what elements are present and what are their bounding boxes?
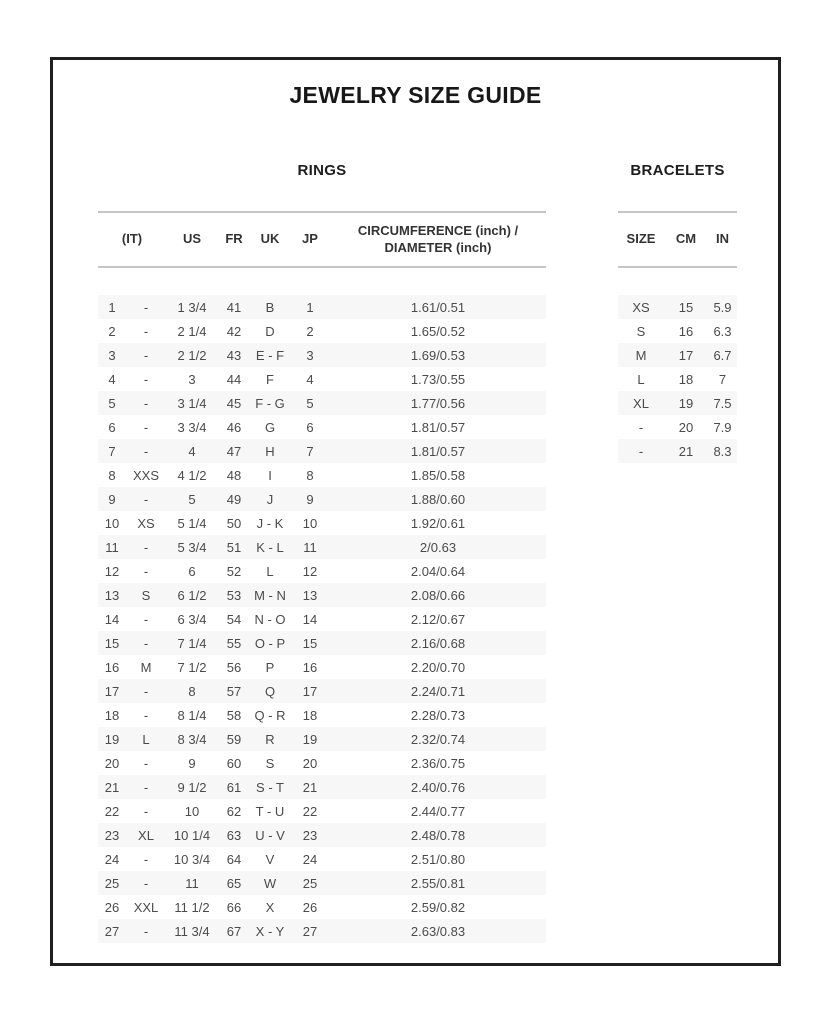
- rings-row: [98, 391, 546, 415]
- rings-cell: 9 1/2: [177, 779, 207, 795]
- rings-cell: 1: [108, 299, 116, 315]
- bracelets-cell: 18: [678, 371, 694, 387]
- rings-cell: 2: [306, 323, 314, 339]
- rings-cell: -: [143, 779, 149, 795]
- rings-header-table: [98, 211, 546, 268]
- rings-cell: 60: [226, 755, 242, 771]
- rings-cell: 2.12/0.67: [410, 611, 466, 627]
- rings-cell: XL: [138, 827, 154, 843]
- rings-cell: -: [143, 611, 149, 627]
- rings-row: [98, 583, 546, 607]
- rings-row: [98, 775, 546, 799]
- rings-cell: 9: [108, 491, 116, 507]
- bracelets-cell: 15: [678, 299, 694, 315]
- bracelets-cell: 5.9: [713, 299, 732, 315]
- rings-cell: 11 1/2: [174, 899, 210, 915]
- rings-cell: 24: [302, 851, 318, 867]
- rings-col-us: US: [182, 231, 202, 247]
- bracelets-cell: L: [637, 371, 645, 387]
- rings-cell: -: [143, 299, 149, 315]
- rings-row: [98, 847, 546, 871]
- rings-col-circumference: CIRCUMFERENCE (inch) / DIAMETER (inch): [357, 223, 519, 255]
- rings-cell: T - U: [255, 803, 285, 819]
- rings-row: [98, 535, 546, 559]
- rings-row: [98, 727, 546, 751]
- rings-cell: -: [143, 875, 149, 891]
- rings-cell: -: [143, 635, 149, 651]
- rings-col-fr: FR: [225, 231, 243, 247]
- rings-col-uk: UK: [260, 231, 280, 247]
- rings-cell: X: [265, 899, 275, 915]
- rings-cell: -: [143, 395, 149, 411]
- rings-cell: 58: [226, 707, 242, 723]
- rings-cell: 2.28/0.73: [410, 707, 466, 723]
- rings-cell: 50: [226, 515, 242, 531]
- rings-cell: 1.88/0.60: [410, 491, 466, 507]
- rings-row: [98, 295, 546, 319]
- bracelets-row: [618, 319, 737, 343]
- rings-cell: 64: [226, 851, 242, 867]
- rings-cell: 8: [108, 467, 116, 483]
- rings-cell: 7: [108, 443, 116, 459]
- rings-cell: 2.04/0.64: [410, 563, 466, 579]
- rings-cell: 11: [105, 539, 119, 555]
- rings-cell: 14: [104, 611, 120, 627]
- rings-cell: 6 3/4: [177, 611, 207, 627]
- bracelets-row: [618, 439, 737, 463]
- rings-cell: -: [143, 923, 149, 939]
- rings-row: [98, 895, 546, 919]
- rings-cell: 4 1/2: [177, 467, 207, 483]
- rings-cell: 6: [306, 419, 314, 435]
- rings-cell: 2.36/0.75: [410, 755, 466, 771]
- rings-row: [98, 919, 546, 943]
- rings-section-title: RINGS: [297, 162, 347, 179]
- rings-cell: XXL: [133, 899, 159, 915]
- rings-cell: 63: [226, 827, 242, 843]
- rings-cell: 5: [188, 491, 196, 507]
- rings-cell: -: [143, 347, 149, 363]
- rings-cell: 27: [104, 923, 120, 939]
- rings-cell: 3: [306, 347, 314, 363]
- rings-cell: 1.85/0.58: [410, 467, 466, 483]
- rings-row: [98, 655, 546, 679]
- rings-cell: 7 1/4: [177, 635, 207, 651]
- rings-cell: XXS: [132, 467, 159, 483]
- rings-cell: 3 3/4: [177, 419, 207, 435]
- bracelets-cell: 19: [678, 395, 694, 411]
- rings-cell: 59: [226, 731, 242, 747]
- rings-cell: 8: [306, 467, 314, 483]
- rings-cell: 65: [226, 875, 242, 891]
- rings-cell: 11: [185, 875, 199, 891]
- rings-cell: 21: [104, 779, 120, 795]
- rings-cell: 62: [226, 803, 242, 819]
- rings-cell: 45: [226, 395, 242, 411]
- rings-cell: 48: [226, 467, 242, 483]
- rings-cell: 2.20/0.70: [410, 659, 466, 675]
- bracelets-cell: 6.7: [713, 347, 732, 363]
- rings-cell: 2.44/0.77: [410, 803, 466, 819]
- rings-cell: X - Y: [255, 923, 285, 939]
- rings-cell: 23: [104, 827, 120, 843]
- rings-cell: 2.32/0.74: [410, 731, 466, 747]
- rings-cell: 5 3/4: [177, 539, 207, 555]
- rings-cell: 57: [226, 683, 242, 699]
- rings-cell: 46: [226, 419, 242, 435]
- rings-cell: -: [143, 851, 149, 867]
- page-title: JEWELRY SIZE GUIDE: [289, 82, 542, 108]
- rings-col-jp: JP: [302, 231, 318, 247]
- bracelets-row: [618, 343, 737, 367]
- rings-cell: 5: [108, 395, 116, 411]
- bracelets-cell: 7.5: [713, 395, 732, 411]
- rings-cell: 67: [226, 923, 242, 939]
- bracelets-header-row: [618, 212, 737, 267]
- rings-cell: 44: [226, 371, 242, 387]
- rings-row: [98, 367, 546, 391]
- rings-row: [98, 511, 546, 535]
- rings-cell: J: [266, 491, 274, 507]
- rings-cell: Q: [264, 683, 276, 699]
- bracelets-cell: S: [636, 323, 646, 339]
- rings-cell: B: [265, 299, 275, 315]
- rings-cell: 2.55/0.81: [410, 875, 466, 891]
- bracelets-row: [618, 295, 737, 319]
- rings-cell: D: [265, 323, 275, 339]
- rings-cell: 17: [104, 683, 120, 699]
- rings-row: [98, 823, 546, 847]
- rings-cell: 10 1/4: [173, 827, 211, 843]
- rings-cell: 25: [302, 875, 318, 891]
- bracelets-cell: 17: [678, 347, 694, 363]
- rings-cell: 43: [226, 347, 242, 363]
- rings-cell: 11 3/4: [174, 923, 210, 939]
- bracelets-table: [618, 295, 737, 463]
- rings-cell: 2.16/0.68: [410, 635, 466, 651]
- rings-cell: 2.48/0.78: [410, 827, 466, 843]
- rings-cell: 47: [226, 443, 242, 459]
- rings-cell: 10: [302, 515, 318, 531]
- rings-cell: 21: [302, 779, 318, 795]
- bracelets-col-cm: CM: [675, 231, 697, 247]
- rings-row: [98, 487, 546, 511]
- rings-cell: S: [141, 587, 151, 603]
- rings-cell: -: [143, 707, 149, 723]
- rings-row: [98, 607, 546, 631]
- rings-cell: -: [143, 371, 149, 387]
- rings-cell: N - O: [254, 611, 286, 627]
- rings-cell: 25: [104, 875, 120, 891]
- rings-col-it: (IT): [121, 231, 143, 247]
- rings-cell: 42: [226, 323, 242, 339]
- rings-cell: -: [143, 539, 149, 555]
- rings-cell: 6: [108, 419, 116, 435]
- rings-cell: 20: [104, 755, 120, 771]
- rings-cell: 10: [184, 803, 200, 819]
- rings-cell: 53: [226, 587, 242, 603]
- rings-cell: 2.51/0.80: [410, 851, 466, 867]
- rings-cell: 8 3/4: [177, 731, 207, 747]
- rings-cell: 2.08/0.66: [410, 587, 466, 603]
- rings-row: [98, 679, 546, 703]
- rings-cell: 4: [108, 371, 116, 387]
- rings-cell: 1.65/0.52: [410, 323, 466, 339]
- bracelets-cell: XL: [633, 395, 649, 411]
- rings-cell: 19: [302, 731, 318, 747]
- rings-cell: 3: [108, 347, 116, 363]
- rings-cell: 12: [104, 563, 120, 579]
- bracelets-cell: -: [638, 419, 644, 435]
- rings-cell: G: [264, 419, 276, 435]
- rings-row: [98, 559, 546, 583]
- rings-cell: 18: [302, 707, 318, 723]
- rings-cell: -: [143, 491, 149, 507]
- rings-cell: 1.77/0.56: [410, 395, 466, 411]
- rings-cell: 2.63/0.83: [410, 923, 466, 939]
- bracelets-col-size: SIZE: [626, 231, 656, 247]
- rings-cell: F - G: [255, 395, 285, 411]
- rings-cell: 8: [188, 683, 196, 699]
- rings-cell: 55: [226, 635, 242, 651]
- rings-cell: 5 1/4: [177, 515, 207, 531]
- rings-cell: 9: [306, 491, 314, 507]
- rings-cell: 12: [302, 563, 318, 579]
- rings-cell: 19: [104, 731, 120, 747]
- rings-cell: -: [143, 443, 149, 459]
- rings-row: [98, 439, 546, 463]
- rings-cell: 1: [306, 299, 314, 315]
- rings-row: [98, 631, 546, 655]
- bracelets-cell: 16: [678, 323, 694, 339]
- rings-cell: XS: [137, 515, 155, 531]
- rings-cell: L: [142, 731, 150, 747]
- rings-cell: 2 1/4: [177, 323, 207, 339]
- rings-cell: 1.92/0.61: [410, 515, 466, 531]
- rings-cell: 7: [306, 443, 314, 459]
- rings-cell: 61: [226, 779, 242, 795]
- rings-header-row: [98, 212, 546, 267]
- rings-cell: 9: [188, 755, 196, 771]
- rings-cell: 56: [226, 659, 242, 675]
- rings-cell: -: [143, 563, 149, 579]
- rings-cell: 41: [226, 299, 242, 315]
- bracelets-cell: 7: [718, 371, 727, 387]
- bracelets-row: [618, 391, 737, 415]
- rings-cell: 22: [104, 803, 120, 819]
- bracelets-cell: 6.3: [713, 323, 732, 339]
- rings-cell: 5: [306, 395, 314, 411]
- rings-row: [98, 871, 546, 895]
- rings-cell: 26: [302, 899, 318, 915]
- rings-cell: 17: [302, 683, 318, 699]
- rings-cell: 8 1/4: [177, 707, 207, 723]
- rings-cell: H: [265, 443, 275, 459]
- rings-cell: 24: [104, 851, 120, 867]
- bracelets-cell: 8.3: [713, 443, 732, 459]
- rings-cell: R: [265, 731, 275, 747]
- rings-cell: 2.40/0.76: [410, 779, 466, 795]
- rings-row: [98, 415, 546, 439]
- rings-row: [98, 703, 546, 727]
- rings-cell: 4: [306, 371, 314, 387]
- bracelets-header-table: [618, 211, 737, 268]
- bracelets-cell: M: [635, 347, 647, 363]
- rings-cell: Q - R: [254, 707, 286, 723]
- rings-cell: 22: [302, 803, 318, 819]
- rings-cell: W: [263, 875, 277, 891]
- rings-cell: P: [265, 659, 275, 675]
- rings-cell: -: [143, 683, 149, 699]
- rings-cell: S - T: [256, 779, 284, 795]
- rings-cell: 16: [302, 659, 318, 675]
- rings-cell: K - L: [256, 539, 284, 555]
- rings-cell: 18: [104, 707, 120, 723]
- rings-cell: 1.81/0.57: [410, 419, 466, 435]
- rings-cell: M - N: [254, 587, 286, 603]
- bracelets-cell: 21: [678, 443, 694, 459]
- rings-cell: M: [140, 659, 152, 675]
- rings-cell: 1.73/0.55: [410, 371, 466, 387]
- rings-cell: 27: [302, 923, 318, 939]
- rings-cell: 15: [302, 635, 318, 651]
- rings-cell: 6: [188, 563, 196, 579]
- rings-cell: 11: [303, 539, 317, 555]
- rings-cell: 4: [188, 443, 196, 459]
- rings-cell: 6 1/2: [177, 587, 207, 603]
- rings-cell: O - P: [254, 635, 286, 651]
- rings-cell: 2.59/0.82: [410, 899, 466, 915]
- rings-cell: 26: [104, 899, 120, 915]
- rings-cell: -: [143, 323, 149, 339]
- rings-cell: L: [266, 563, 274, 579]
- rings-row: [98, 799, 546, 823]
- bracelets-section-title: BRACELETS: [630, 162, 725, 179]
- rings-row: [98, 343, 546, 367]
- rings-cell: 2/0.63: [419, 539, 457, 555]
- bracelets-cell: -: [638, 443, 644, 459]
- rings-cell: S: [265, 755, 275, 771]
- rings-cell: F: [266, 371, 274, 387]
- rings-cell: 1.81/0.57: [410, 443, 466, 459]
- bracelets-row: [618, 367, 737, 391]
- rings-cell: 2.24/0.71: [410, 683, 466, 699]
- rings-table: [98, 295, 546, 943]
- rings-cell: 52: [226, 563, 242, 579]
- rings-cell: E - F: [255, 347, 285, 363]
- rings-cell: 3 1/4: [177, 395, 207, 411]
- rings-cell: 13: [104, 587, 120, 603]
- bracelets-row: [618, 415, 737, 439]
- rings-cell: 1 3/4: [177, 299, 207, 315]
- rings-cell: 3: [188, 371, 196, 387]
- bracelets-col-in: IN: [716, 231, 729, 247]
- rings-cell: V: [265, 851, 275, 867]
- rings-cell: 66: [226, 899, 242, 915]
- rings-cell: I: [268, 467, 272, 483]
- rings-row: [98, 319, 546, 343]
- rings-cell: 54: [226, 611, 242, 627]
- rings-cell: 2: [108, 323, 116, 339]
- rings-cell: 16: [104, 659, 120, 675]
- guide-frame: [50, 57, 781, 966]
- rings-cell: 10: [104, 515, 120, 531]
- rings-cell: 13: [302, 587, 318, 603]
- rings-cell: 1.61/0.51: [410, 299, 466, 315]
- rings-cell: U - V: [255, 827, 285, 843]
- rings-cell: 51: [226, 539, 242, 555]
- rings-cell: 15: [104, 635, 120, 651]
- rings-row: [98, 463, 546, 487]
- rings-cell: 20: [302, 755, 318, 771]
- bracelets-cell: 7.9: [713, 419, 732, 435]
- rings-cell: 14: [302, 611, 318, 627]
- rings-cell: 10 3/4: [173, 851, 211, 867]
- rings-cell: -: [143, 803, 149, 819]
- rings-row: [98, 751, 546, 775]
- rings-cell: 49: [226, 491, 242, 507]
- rings-cell: 7 1/2: [177, 659, 207, 675]
- rings-cell: 23: [302, 827, 318, 843]
- rings-cell: 2 1/2: [177, 347, 207, 363]
- bracelets-cell: XS: [632, 299, 650, 315]
- rings-cell: -: [143, 755, 149, 771]
- rings-cell: -: [143, 419, 149, 435]
- rings-cell: J - K: [256, 515, 284, 531]
- bracelets-cell: 20: [678, 419, 694, 435]
- rings-cell: 1.69/0.53: [410, 347, 466, 363]
